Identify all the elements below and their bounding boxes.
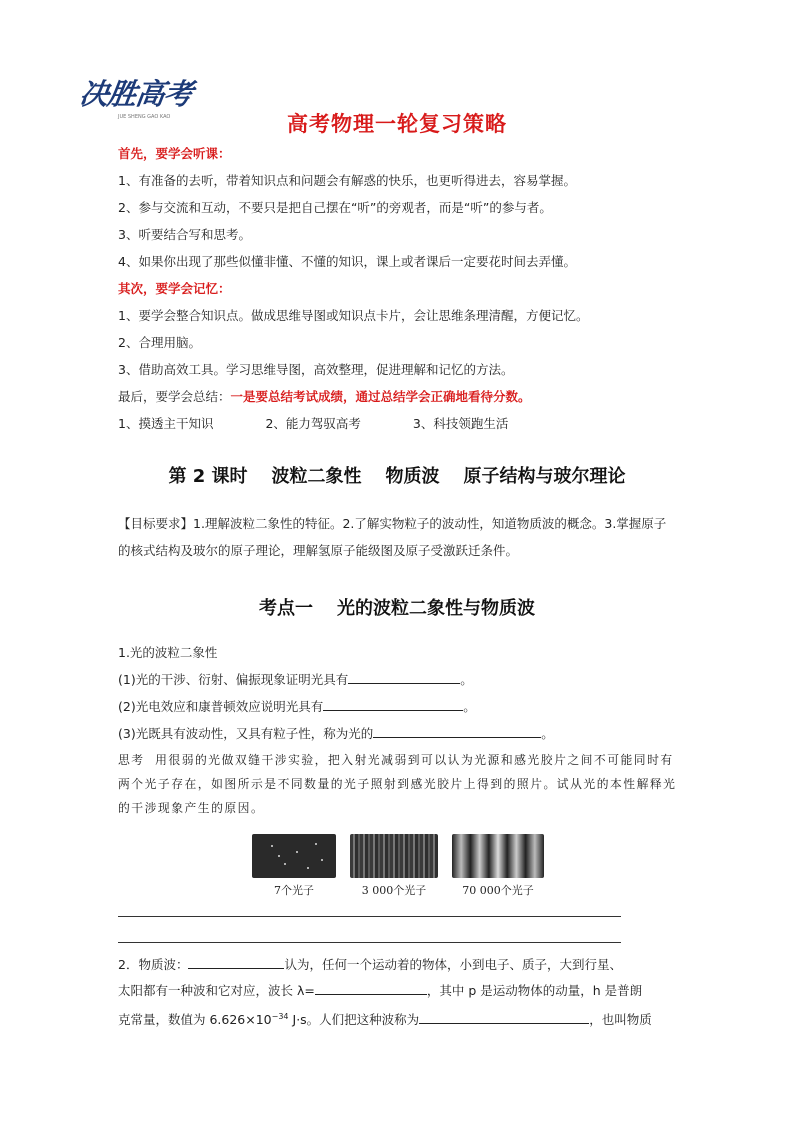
think-paragraph	[118, 748, 683, 820]
section-heading	[0, 594, 794, 620]
photo-3000-photons	[350, 834, 438, 878]
question-text: (2)光电效应和康普顿效应说明光具有	[118, 699, 324, 714]
goal-text: 1.理解波粒二象性的特征。2.了解实物粒子的波动性，知道物质波的概念。3.掌握原子的核式结构及玻尔的原子理论，理解氢原子能级图及原子受激跃迁条件。	[118, 516, 667, 558]
paragraph-text: 认为，任何一个运动着的物体，小到电子、质子，大到行星、	[284, 957, 622, 972]
answer-line[interactable]	[118, 916, 621, 917]
summary-prefix: 最后，要学会总结：	[118, 389, 231, 404]
lesson-topic: 原子结构与玻尔理论	[463, 466, 626, 487]
list-item: 3、科技领跑生活	[412, 416, 509, 431]
question-text: (1)光的干涉、衍射、偏振现象证明光具有	[118, 672, 349, 687]
logo-subtitle: JUE SHENG GAO KAO	[118, 114, 171, 120]
list-item: 3、听要结合写和思考。	[118, 227, 251, 242]
answer-blank[interactable]	[373, 725, 541, 738]
section-heading-listen: 首先，要学会听课：	[118, 146, 231, 161]
summary-line	[118, 387, 531, 405]
photon-dots	[252, 834, 336, 878]
section-heading-memory: 其次，要学会记忆：	[118, 281, 231, 296]
answer-blank[interactable]	[419, 1011, 589, 1024]
photo-7-photons	[252, 834, 336, 878]
list-item: 2、合理用脑。	[118, 335, 201, 350]
paragraph-text: 克常量，数值为 6.626×10	[118, 1012, 272, 1028]
fill-question-3	[118, 724, 554, 742]
lesson-number: 第 2 课时	[168, 466, 248, 487]
fill-question-2	[118, 697, 476, 715]
list-item: 4、如果你出现了那些似懂非懂、不懂的知识，课上或者课后一定要花时间去弄懂。	[118, 254, 576, 269]
paragraph-text: ，也叫物质	[589, 1012, 652, 1028]
answer-blank[interactable]	[315, 982, 427, 995]
list-item: 1、摸透主干知识	[118, 416, 214, 431]
paragraph-text: 太阳都有一种波和它对应，波长 λ=	[118, 983, 315, 998]
photo-70000-photons	[452, 834, 544, 878]
lesson-topic: 波粒二象性	[271, 466, 362, 487]
think-label: 思考	[118, 753, 145, 767]
summary-highlight: 一是要总结考试成绩，通过总结学会正确地看待分数。	[230, 389, 531, 404]
subheading: 1.光的波粒二象性	[118, 645, 218, 660]
paragraph-text: J·s。人们把这种波称为	[288, 1012, 420, 1028]
think-text: 用很弱的光做双缝干涉实验，把入射光减弱到可以认为光源和感光胶片之间不可能同时有两个光子存在，如图所示是不同数量的光子照射到感光胶片上得到的照片。试从光的本性解释光的干涉现象产生的原因。	[118, 753, 677, 815]
logo-text: 决胜高考	[77, 77, 195, 111]
page-title: 高考物理一轮复习策略	[287, 112, 507, 136]
punctuation: 。	[460, 672, 473, 687]
paragraph-text: ，其中 p 是运动物体的动量，h 是普朗	[426, 983, 643, 998]
lesson-heading	[0, 462, 794, 488]
answer-blank[interactable]	[188, 956, 284, 969]
list-item: 3、借助高效工具。学习思维导图，高效整理，促进理解和记忆的方法。	[118, 362, 514, 377]
exponent: −34	[271, 1012, 289, 1021]
photo-caption: 70 000个光子	[462, 884, 534, 897]
question-text: (3)光既具有波动性，又具有粒子性，称为光的	[118, 726, 374, 741]
photo-caption: 3 000个光子	[361, 884, 427, 897]
list-item: 1、要学会整合知识点。做成思维导图或知识点卡片，会让思维条理清醒，方便记忆。	[118, 308, 589, 323]
fill-question-1	[118, 670, 473, 688]
section-title: 光的波粒二象性与物质波	[337, 598, 535, 619]
paragraph-text: 2．物质波：	[118, 957, 189, 972]
photo-caption: 7个光子	[274, 884, 314, 897]
goal-paragraph	[118, 510, 678, 564]
lesson-topic: 物质波	[385, 466, 440, 487]
list-item: 2、参与交流和互动，不要只是把自己摆在“听”的旁观者，而是“听”的参与者。	[118, 200, 552, 215]
punctuation: 。	[463, 699, 476, 714]
list-item: 1、有准备的去听，带着知识点和问题会有解惑的快乐，也更听得进去，容易掌握。	[118, 173, 576, 188]
section-number: 考点一	[259, 598, 313, 619]
answer-blank[interactable]	[323, 698, 463, 711]
goal-label: 【目标要求】	[118, 516, 194, 531]
matter-wave-paragraph	[118, 952, 683, 1033]
list-item: 2、能力驾驭高考	[265, 416, 361, 431]
answer-line[interactable]	[118, 942, 621, 943]
punctuation: 。	[541, 726, 554, 741]
answer-blank[interactable]	[348, 671, 460, 684]
summary-items	[118, 414, 508, 432]
